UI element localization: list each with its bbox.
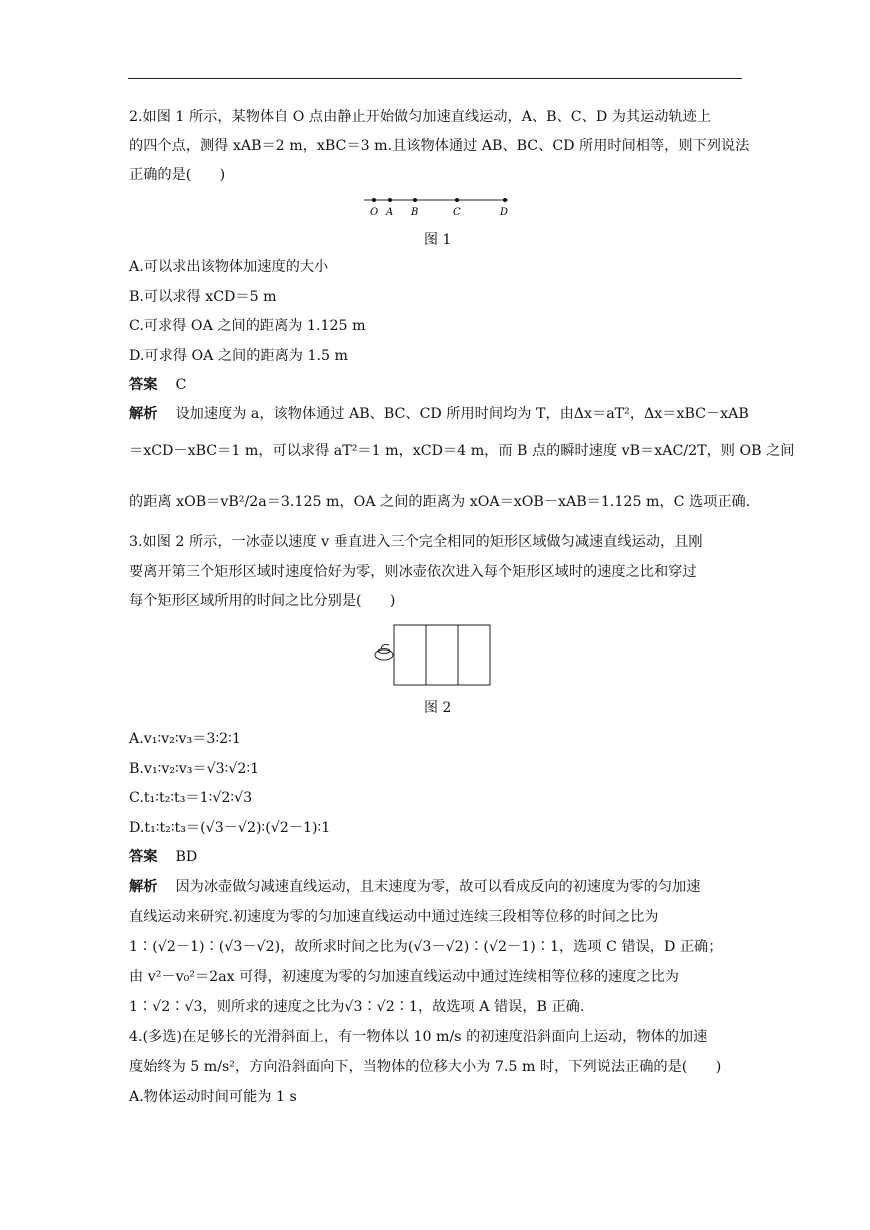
q2-analysis-line-2: ＝xCD－xBC＝1 m，可以求得 aT²＝1 m，xCD＝4 m，而 B 点的瞬时速度 vB＝xAC/2T，则 OB 之间 (129, 443, 795, 459)
q2-option-d: D.可求得 OA 之间的距离为 1.5 m (129, 348, 348, 364)
figure-1-caption: 图 1 (424, 232, 452, 248)
point-a-dot (388, 198, 392, 202)
answer-value: C (175, 377, 187, 393)
answer-label: 答案 (129, 377, 158, 393)
q3-option-c: C.t₁∶t₂∶t₃＝1∶√2∶√3 (129, 790, 253, 806)
analysis-label: 解析 (129, 406, 158, 422)
figure-2-rectangles (370, 622, 500, 688)
q3-stem-line-3: 每个矩形区域所用的时间之比分别是( ) (129, 593, 396, 609)
q3-analysis-line-4: 由 v²－v₀²＝2ax 可得，初速度为零的匀加速直线运动中通过连续相等位移的速度之比为 (129, 969, 679, 985)
q3-option-a: A.v₁∶v₂∶v₃＝3∶2∶1 (129, 731, 241, 747)
region-box (394, 625, 490, 685)
q3-stem-line-2: 要离开第三个矩形区域时速度恰好为零，则冰壶依次进入每个矩形区域时的速度之比和穿过 (129, 564, 697, 580)
q2-analysis-line-1 (129, 404, 749, 424)
q3-option-b: B.v₁∶v₂∶v₃＝√3∶√2∶1 (129, 761, 260, 777)
analysis-label: 解析 (129, 879, 158, 895)
point-a-label: A (386, 207, 394, 218)
q2-option-c: C.可求得 OA 之间的距离为 1.125 m (129, 318, 366, 334)
header-rule (128, 78, 742, 79)
q3-analysis-line-2: 直线运动来研究.初速度为零的匀加速直线运动中通过连续三段相等位移的时间之比为 (129, 909, 659, 925)
q2-answer (129, 375, 186, 395)
figure-2-caption: 图 2 (424, 700, 452, 716)
point-d-label: D (500, 207, 509, 218)
point-b-dot (413, 198, 417, 202)
analysis-text: 因为冰壶做匀减速直线运动，且末速度为零，故可以看成反向的初速度为零的匀加速 (175, 879, 701, 895)
q3-stem-line-1: 3.如图 2 所示，一冰壶以速度 v 垂直进入三个完全相同的矩形区域做匀减速直线运动，且刚 (129, 534, 703, 550)
q4-stem-line-2: 度始终为 5 m/s²，方向沿斜面向下，当物体的位移大小为 7.5 m 时，下列说法正确的是( ) (129, 1059, 722, 1075)
point-c-dot (455, 198, 459, 202)
q3-analysis-line-5: 1∶√2∶√3，则所求的速度之比为√3∶√2∶1，故选项 A 错误，B 正确. (129, 999, 585, 1015)
q3-analysis-line-1 (129, 877, 700, 897)
point-o-label: O (370, 207, 379, 218)
point-c-label: C (453, 207, 461, 218)
q2-analysis-line-3: 的距离 xOB＝vB²/2a＝3.125 m，OA 之间的距离为 xOA＝xOB－xAB＝1.125 m，C 选项正确. (129, 494, 751, 510)
q2-stem-line-2: 的四个点，测得 xAB＝2 m，xBC＝3 m.且该物体通过 AB、BC、CD 所用时间相等，则下列说法 (129, 138, 750, 154)
q2-option-a: A.可以求出该物体加速度的大小 (129, 259, 329, 275)
answer-value: BD (175, 849, 198, 865)
analysis-text: 设加速度为 a，该物体通过 AB、BC、CD 所用时间均为 T，由Δx＝aT²，Δx＝xBC－xAB (175, 406, 749, 422)
q3-answer (129, 847, 197, 867)
q3-option-d: D.t₁∶t₂∶t₃＝(√3－√2)∶(√2－1)∶1 (129, 820, 331, 836)
answer-label: 答案 (129, 849, 158, 865)
q4-stem-line-1: 4.(多选)在足够长的光滑斜面上，有一物体以 10 m/s 的初速度沿斜面向上运动，物体的加速 (129, 1029, 708, 1045)
q4-option-a: A.物体运动时间可能为 1 s (129, 1089, 297, 1105)
q2-stem-line-1: 2.如图 1 所示，某物体自 O 点由静止开始做匀加速直线运动，A、B、C、D 为其运动轨迹上 (129, 109, 712, 125)
q2-stem-line-3: 正确的是( ) (129, 167, 226, 183)
point-b-label: B (411, 207, 419, 218)
point-d-dot (503, 198, 507, 202)
q3-analysis-line-3: 1∶(√2－1)∶(√3－√2)，故所求时间之比为(√3－√2)∶(√2－1)∶1，选项 C 错误，D 正确； (129, 939, 723, 955)
q2-option-b: B.可以求得 xCD＝5 m (129, 289, 277, 305)
figure-1-line-diagram (360, 192, 520, 222)
point-o-dot (372, 198, 376, 202)
curling-stone-icon (375, 645, 393, 661)
